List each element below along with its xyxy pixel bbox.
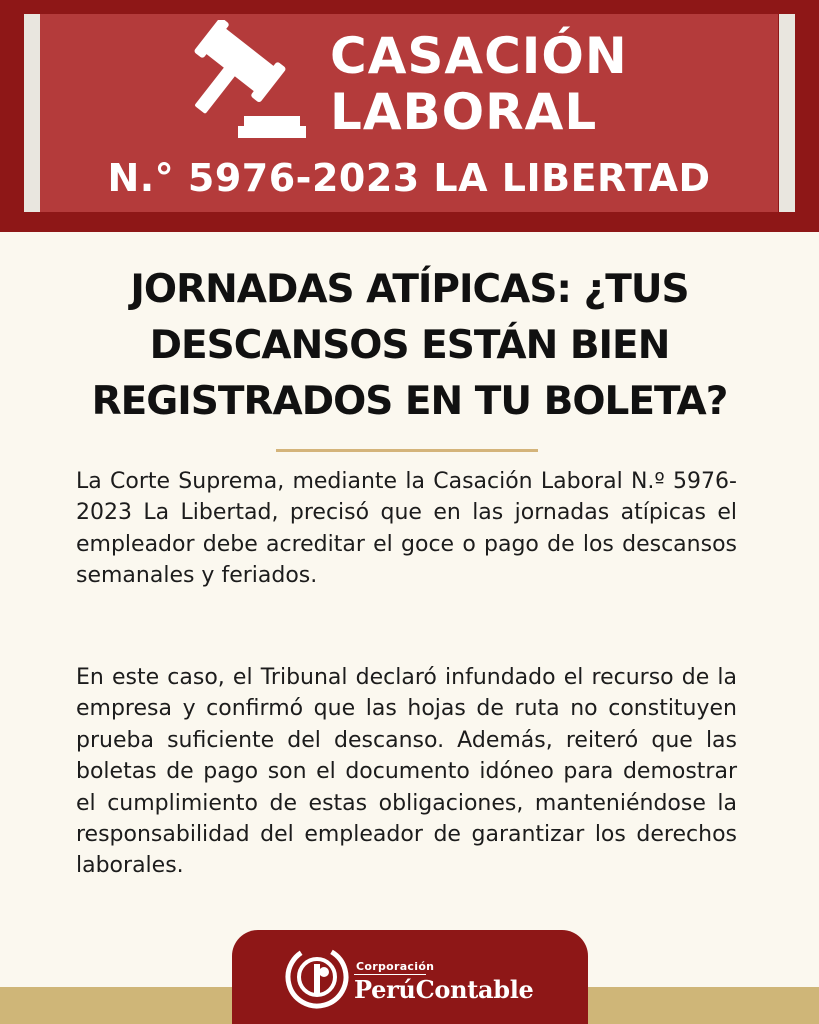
- headline: [40, 262, 779, 430]
- logo-small-text: Corporación: [356, 960, 435, 973]
- header-left-bar: [24, 14, 40, 212]
- header-banner: [0, 0, 819, 232]
- gavel-icon: [188, 20, 318, 144]
- header-title-line2: LABORAL: [330, 83, 598, 141]
- body-paragraph-2: En este caso, el Tribunal declaró infundado el recurso de la empresa y confirmó que las hojas de ruta no constituyen prueba suficiente del descanso. Además, reiteró que las boletas de pago son el documento idóneo para demostrar el cumplimiento de estas obligaciones, manteniéndose la responsabilidad del empleador de garantizar los derechos laborales.: [76, 665, 737, 879]
- logo-big-text: PerúContable: [354, 975, 534, 1004]
- footer-logo: [232, 930, 588, 1024]
- header-title-line1: CASACIÓN: [330, 27, 628, 85]
- headline-divider: [276, 449, 538, 452]
- body-paragraph-1: La Corte Suprema, mediante la Casación Laboral N.º 5976-2023 La Libertad, precisó que en las jornadas atípicas el empleador debe acreditar el goce o pago de los descansos semanales y feriados.: [76, 469, 737, 589]
- headline-line1: JORNADAS ATÍPICAS: ¿TUS: [130, 267, 689, 312]
- headline-line3: REGISTRADOS EN TU BOLETA?: [91, 379, 728, 424]
- header-title: [330, 28, 628, 140]
- header-right-bar: [779, 14, 795, 212]
- headline-line2: DESCANSOS ESTÁN BIEN: [149, 323, 670, 368]
- case-number: N.° 5976-2023 LA LIBERTAD: [107, 156, 711, 200]
- corporation-logo-icon: [284, 944, 350, 1010]
